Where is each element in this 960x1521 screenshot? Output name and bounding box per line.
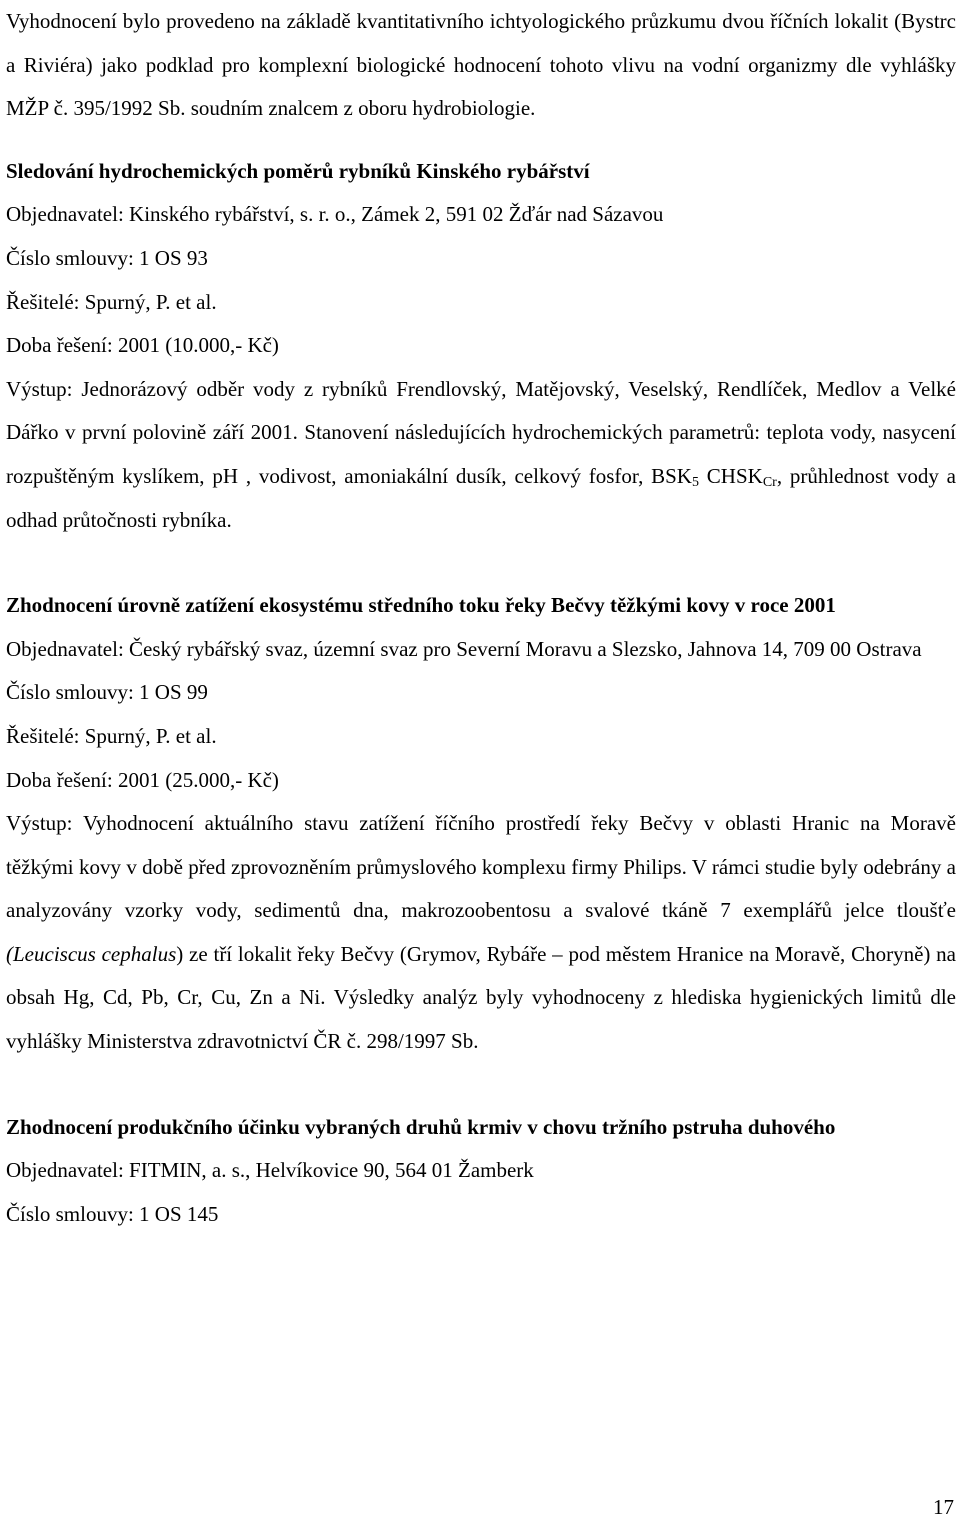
authors-line: Řešitelé: Spurný, P. et al. [6, 723, 217, 748]
contract-line: Číslo smlouvy: 1 OS 99 [6, 680, 208, 705]
subscript-5: 5 [691, 474, 699, 490]
subscript-cr: Cr [762, 474, 777, 490]
client-line: Objednavatel: Kinského rybářství, s. r. o., Zámek 2, 591 02 Žďár nad Sázavou [6, 202, 664, 227]
intro-paragraph: Vyhodnocení bylo provedeno na základě kvantitativního ichtyologického průzkumu dvou říčních lokalit (Bystrc a Riviéra) jako podklad pro komplexní biologické hodnocení tohoto vlivu na vodní organizmy dle vyhlášky MŽP č. 395/1992 Sb. soudním znalcem z oboru hydrobiologie. [6, 9, 956, 121]
authors-line: Řešitelé: Spurný, P. et al. [6, 289, 217, 314]
project-becva-heavy-metals [6, 584, 956, 1064]
project-title: Zhodnocení produkčního účinku vybraných druhů krmiv v chovu tržního pstruha duhového [6, 1114, 836, 1139]
project-title: Sledování hydrochemických poměrů rybníků Kinského rybářství [6, 158, 590, 183]
project-title: Zhodnocení úrovně zatížení ekosystému středního toku řeky Bečvy těžkými kovy v roce 2001 [6, 593, 836, 618]
species-name: (Leuciscus cephalus [6, 941, 177, 966]
output-paragraph: Výstup: Jednorázový odběr vody z rybníků Frendlovský, Matějovský, Veselský, Rendlíček, Medlov a Velké Dářko v první polovině září 2001. Stanovení následujících hydrochemických parametrů: teplota vody, nasycení rozpuštěným kyslíkem, pH , vodivost, amoniakální dusík, celkový fosfor, $BSK_5$ $CHSK_{Cr}$, průhlednost vody a odhad průtočnosti rybníka. [6, 376, 956, 532]
contract-line: Číslo smlouvy: 1 OS 145 [6, 1201, 219, 1226]
project-feed-trout [6, 1106, 956, 1237]
project-hydrochemistry [6, 150, 956, 542]
contract-line: Číslo smlouvy: 1 OS 93 [6, 245, 208, 270]
output-paragraph: Výstup: Vyhodnocení aktuálního stavu zatížení říčního prostředí řeky Bečvy v oblasti Hranic na Moravě těžkými kovy v době před zprovozněním průmyslového komplexu firmy Philips. V rámci studie byly odebrány a analyzovány vzorky vody, sedimentů dna, makrozoobentosu a svalové tkáně 7 exemplářů jelce tloušťe (Leuciscus cephalus) ze tří lokalit řeky Bečvy (Grymov, Rybáře – pod městem Hranice na Moravě, Choryně) na obsah Hg, Cd, Pb, Cr, Cu, Zn a Ni. Výsledky analýz byly vyhodnoceny z hlediska hygienických limitů dle vyhlášky Ministerstva zdravotnictví ČR č. 298/1997 Sb. [6, 811, 956, 1054]
client-line: Objednavatel: Český rybářský svaz, územní svaz pro Severní Moravu a Slezsko, Jahnova 14, 709 00 Ostrava [6, 636, 922, 661]
duration-line: Doba řešení: 2001 (10.000,- Kč) [6, 333, 279, 358]
client-line: Objednavatel: FITMIN, a. s., Helvíkovice 90, 564 01 Žamberk [6, 1158, 534, 1183]
duration-line: Doba řešení: 2001 (25.000,- Kč) [6, 767, 279, 792]
document-page [6, 0, 956, 1236]
page-number: 17 [933, 1495, 954, 1519]
